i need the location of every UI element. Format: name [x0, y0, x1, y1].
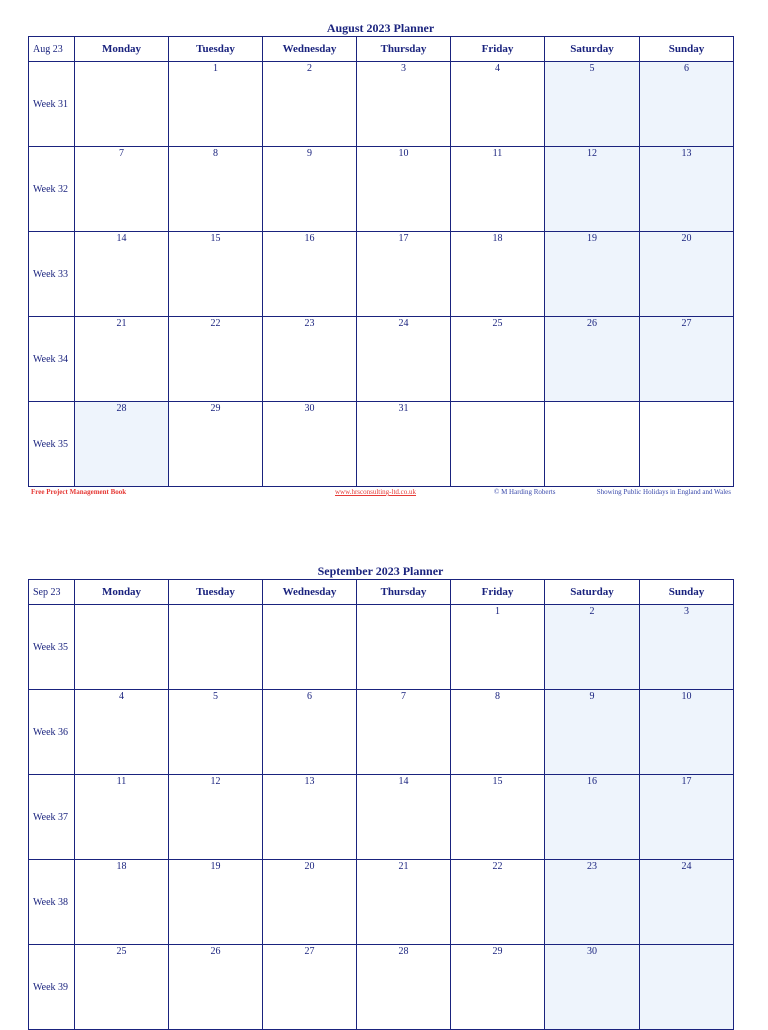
day-number: 13: [304, 776, 315, 787]
day-number: 19: [587, 233, 597, 244]
day-number: 5: [213, 691, 218, 702]
day-number: 9: [307, 148, 312, 159]
day-number: 8: [495, 691, 500, 702]
day-number: 20: [304, 861, 315, 872]
day-number: 17: [681, 776, 692, 787]
day-number: [75, 62, 168, 63]
day-number: 6: [307, 691, 312, 702]
day-header-monday: Monday: [75, 580, 169, 605]
day-header-thursday: Thursday: [357, 580, 451, 605]
week-label: Week 36: [29, 690, 75, 775]
weekend-day-cell[interactable]: [545, 317, 640, 402]
day-cell[interactable]: [451, 317, 545, 402]
day-cell[interactable]: [263, 402, 357, 487]
day-cell[interactable]: [263, 690, 357, 775]
august-header-row: [29, 37, 734, 62]
day-number: 24: [398, 318, 409, 329]
day-cell[interactable]: [451, 147, 545, 232]
day-number: 1: [213, 63, 218, 74]
week-row: [29, 402, 734, 487]
day-cell[interactable]: [75, 62, 169, 147]
day-number: 25: [492, 318, 503, 329]
day-cell[interactable]: [263, 860, 357, 945]
day-number: 4: [119, 691, 124, 702]
day-number: 31: [398, 403, 409, 414]
day-number: 14: [116, 233, 127, 244]
day-cell[interactable]: [169, 317, 263, 402]
day-number: 25: [116, 946, 127, 957]
september-header-row: [29, 580, 734, 605]
weekend-day-cell[interactable]: [545, 62, 640, 147]
day-number: [169, 605, 262, 606]
day-number: 18: [492, 233, 503, 244]
day-header-monday: Monday: [75, 37, 169, 62]
day-number: 26: [210, 946, 221, 957]
day-number: 23: [304, 318, 315, 329]
day-cell[interactable]: [263, 605, 357, 690]
day-number: 7: [119, 148, 124, 159]
day-number: 22: [210, 318, 221, 329]
weekend-day-cell[interactable]: [640, 945, 734, 1030]
day-cell[interactable]: [263, 775, 357, 860]
book-link[interactable]: Free Project Management Book: [31, 488, 127, 496]
holidays-note: Showing Public Holidays in England and Wales: [596, 488, 731, 496]
weekend-day-cell[interactable]: [545, 605, 640, 690]
week-row: [29, 62, 734, 147]
day-number: 18: [116, 861, 127, 872]
august-calendar-grid: [28, 36, 734, 487]
day-cell[interactable]: [451, 605, 545, 690]
day-cell[interactable]: [451, 402, 545, 487]
day-number: 15: [492, 776, 503, 787]
day-number: 24: [681, 861, 692, 872]
day-cell[interactable]: [75, 690, 169, 775]
day-number: 28: [398, 946, 409, 957]
day-number: 1: [495, 606, 500, 617]
day-cell[interactable]: [263, 317, 357, 402]
day-cell[interactable]: [75, 945, 169, 1030]
day-number: 22: [492, 861, 503, 872]
week-row: [29, 605, 734, 690]
weekend-day-cell[interactable]: [545, 232, 640, 317]
september-title: September 2023 Planner: [317, 564, 444, 578]
day-number: [640, 402, 733, 403]
day-number: 28: [116, 403, 127, 414]
day-number: 20: [681, 233, 692, 244]
weekend-day-cell[interactable]: [545, 775, 640, 860]
day-cell[interactable]: [640, 402, 734, 487]
day-number: 2: [307, 63, 312, 74]
day-cell[interactable]: [169, 860, 263, 945]
weekend-day-cell[interactable]: [640, 317, 734, 402]
day-header-sunday: Sunday: [640, 580, 734, 605]
week-row: [29, 945, 734, 1030]
week-row: [29, 690, 734, 775]
day-cell[interactable]: [451, 775, 545, 860]
day-number: [357, 605, 450, 606]
day-cell[interactable]: [169, 232, 263, 317]
weekend-day-cell[interactable]: [640, 605, 734, 690]
day-cell[interactable]: [169, 147, 263, 232]
day-header-saturday: Saturday: [545, 580, 640, 605]
week-row: [29, 860, 734, 945]
day-cell[interactable]: [451, 860, 545, 945]
day-cell[interactable]: [263, 62, 357, 147]
weekend-day-cell[interactable]: [640, 690, 734, 775]
day-cell[interactable]: [357, 860, 451, 945]
day-number: 9: [589, 691, 595, 702]
day-number: [545, 402, 639, 403]
day-cell[interactable]: [357, 775, 451, 860]
week-row: [29, 775, 734, 860]
weekend-day-cell[interactable]: [545, 147, 640, 232]
day-number: 21: [398, 861, 409, 872]
day-number: 7: [401, 691, 406, 702]
day-header-tuesday: Tuesday: [169, 37, 263, 62]
day-number: 16: [304, 233, 315, 244]
day-number: 23: [587, 861, 597, 872]
day-header-wednesday: Wednesday: [263, 37, 357, 62]
day-number: 14: [398, 776, 409, 787]
week-row: [29, 317, 734, 402]
day-number: 6: [684, 63, 689, 74]
day-number: 10: [681, 691, 692, 702]
day-cell[interactable]: [357, 605, 451, 690]
day-number: 4: [495, 63, 500, 74]
week-label: Week 32: [29, 147, 75, 232]
week-label: Week 33: [29, 232, 75, 317]
week-row: [29, 147, 734, 232]
weekend-day-cell[interactable]: [545, 860, 640, 945]
day-number: 27: [681, 318, 692, 329]
day-number: [75, 605, 168, 606]
week-label: Week 35: [29, 402, 75, 487]
day-header-sunday: Sunday: [640, 37, 734, 62]
day-cell[interactable]: [75, 147, 169, 232]
day-number: 30: [304, 403, 315, 414]
day-number: 27: [304, 946, 315, 957]
day-header-friday: Friday: [451, 580, 545, 605]
day-cell[interactable]: [75, 232, 169, 317]
august-footer: [28, 488, 733, 500]
month-code: Sep 23: [29, 580, 75, 605]
day-cell[interactable]: [263, 147, 357, 232]
day-cell[interactable]: [169, 402, 263, 487]
day-cell[interactable]: [169, 62, 263, 147]
day-header-friday: Friday: [451, 37, 545, 62]
day-cell[interactable]: [451, 232, 545, 317]
day-number: 30: [587, 946, 597, 957]
day-cell[interactable]: [451, 945, 545, 1030]
day-cell[interactable]: [357, 690, 451, 775]
day-cell[interactable]: [357, 402, 451, 487]
day-number: [451, 402, 544, 403]
day-number: 26: [587, 318, 597, 329]
day-number: 3: [401, 63, 406, 74]
day-header-thursday: Thursday: [357, 37, 451, 62]
day-cell[interactable]: [263, 945, 357, 1030]
weekend-day-cell[interactable]: [545, 945, 640, 1030]
day-cell[interactable]: [263, 232, 357, 317]
weekend-day-cell[interactable]: [640, 147, 734, 232]
website-link[interactable]: www.hrsconsulting-ltd.co.uk: [335, 488, 417, 496]
month-code: Aug 23: [29, 37, 75, 62]
day-number: 11: [492, 148, 503, 159]
day-cell[interactable]: [169, 945, 263, 1030]
day-number: 3: [684, 606, 689, 617]
weekend-day-cell[interactable]: [545, 690, 640, 775]
day-cell[interactable]: [451, 690, 545, 775]
week-label: Week 31: [29, 62, 75, 147]
weekend-day-cell[interactable]: [640, 860, 734, 945]
weekend-day-cell[interactable]: [640, 775, 734, 860]
day-cell[interactable]: [169, 605, 263, 690]
august-title: August 2023 Planner: [326, 21, 435, 35]
holiday-day-cell[interactable]: [75, 402, 169, 487]
week-label: Week 35: [29, 605, 75, 690]
day-cell[interactable]: [75, 860, 169, 945]
day-number: 16: [587, 776, 597, 787]
day-cell[interactable]: [357, 147, 451, 232]
day-number: 12: [587, 148, 597, 159]
weekend-day-cell[interactable]: [640, 232, 734, 317]
day-cell[interactable]: [75, 605, 169, 690]
day-number: 21: [116, 318, 127, 329]
day-number: 10: [398, 148, 409, 159]
day-cell[interactable]: [357, 62, 451, 147]
weekend-day-cell[interactable]: [640, 62, 734, 147]
day-number: 2: [589, 606, 595, 617]
day-cell[interactable]: [75, 775, 169, 860]
day-cell[interactable]: [545, 402, 640, 487]
week-label: Week 38: [29, 860, 75, 945]
day-cell[interactable]: [169, 690, 263, 775]
day-cell[interactable]: [357, 317, 451, 402]
day-number: 12: [210, 776, 221, 787]
week-label: Week 34: [29, 317, 75, 402]
day-number: 13: [681, 148, 692, 159]
week-label: Week 37: [29, 775, 75, 860]
day-cell[interactable]: [357, 232, 451, 317]
day-cell[interactable]: [451, 62, 545, 147]
day-number: 15: [210, 233, 221, 244]
day-number: 5: [589, 63, 595, 74]
day-cell[interactable]: [169, 775, 263, 860]
day-header-wednesday: Wednesday: [263, 580, 357, 605]
day-cell[interactable]: [75, 317, 169, 402]
day-header-tuesday: Tuesday: [169, 580, 263, 605]
day-cell[interactable]: [357, 945, 451, 1030]
september-calendar-grid: [28, 579, 734, 1030]
copyright-text: © M Harding Roberts: [494, 488, 556, 496]
day-number: 19: [210, 861, 221, 872]
day-number: 8: [213, 148, 218, 159]
day-number: 29: [210, 403, 221, 414]
day-number: [640, 945, 733, 946]
day-number: 29: [492, 946, 503, 957]
day-number: [263, 605, 356, 606]
day-header-saturday: Saturday: [545, 37, 640, 62]
week-row: [29, 232, 734, 317]
day-number: 11: [116, 776, 127, 787]
week-label: Week 39: [29, 945, 75, 1030]
day-number: 17: [398, 233, 409, 244]
